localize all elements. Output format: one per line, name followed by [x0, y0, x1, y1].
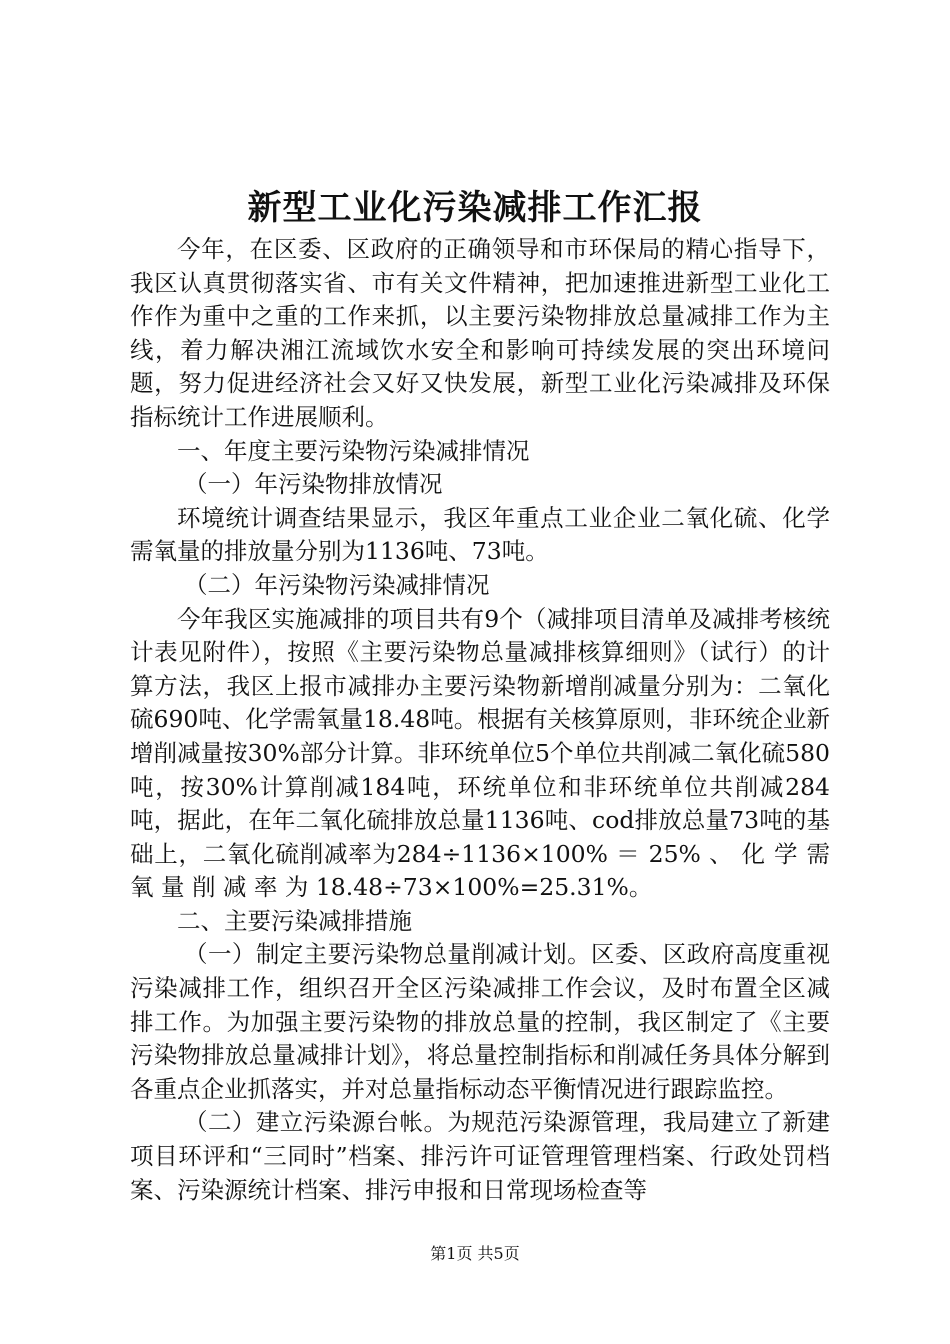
paragraph-measure-1: （一）制定主要污染物总量削减计划。区委、区政府高度重视污染减排工作，组织召开全区污染减排工作会议，及时布置全区减排工作。为加强主要污染物的排放总量的控制，我区制定了《主要污染物排放总量减排计划》，将总量控制指标和削减任务具体分解到各重点企业抓落实，并对总量指标动态平衡情况进行跟踪监控。: [130, 940, 830, 1103]
document-body: [130, 233, 830, 1207]
subsection-heading-1-2: （二）年污染物污染减排情况: [184, 570, 490, 599]
paragraph-reduction-details: 今年我区实施减排的项目共有9个（减排项目清单及减排考核统计表见附件），按照《主要污染物总量减排核算细则》（试行）的计算方法，我区上报市减排办主要污染物新增削减量分别为：二氧化硫690吨、化学需氧量18.48吨。根据有关核算原则，非环统企业新增削减量按30%部分计算。非环统单位5个单位共削减二氧化硫580吨，按30%计算削减184吨，环统单位和非环统单位共削减284吨，据此，在年二氧化硫排放总量1136吨、cod排放总量73吨的基础上，二氧化硫削减率为284÷1136×100% ＝ 25% 、 化 学 需 氧 量 削 减 率 为 18.48÷73×100%=25.31%。: [130, 604, 830, 902]
section-heading-2: 二、主要污染减排措施: [177, 906, 412, 935]
paragraph-emission-results: 环境统计调查结果显示，我区年重点工业企业二氧化硫、化学需氧量的排放量分别为1136吨、73吨。: [130, 503, 830, 566]
paragraph-intro: 今年，在区委、区政府的正确领导和市环保局的精心指导下，我区认真贯彻落实省、市有关文件精神，把加速推进新型工业化工作作为重中之重的工作来抓，以主要污染物排放总量减排工作为主线，着力解决湘江流域饮水安全和影响可持续发展的突出环境问题，努力促进经济社会又好又快发展，新型工业化污染减排及环保指标统计工作进展顺利。: [130, 235, 830, 431]
section-heading-1: 一、年度主要污染物污染减排情况: [177, 436, 530, 465]
page-footer: 第1页 共5页: [430, 1244, 520, 1263]
subsection-heading-1-1: （一）年污染物排放情况: [184, 470, 443, 499]
paragraph-measure-2: （二）建立污染源台帐。为规范污染源管理，我局建立了新建项目环评和“三同时”档案、排污许可证管理管理档案、行政处罚档案、污染源统计档案、排污申报和日常现场检查等: [130, 1108, 830, 1204]
document-title: 新型工业化污染减排工作汇报: [247, 188, 703, 228]
